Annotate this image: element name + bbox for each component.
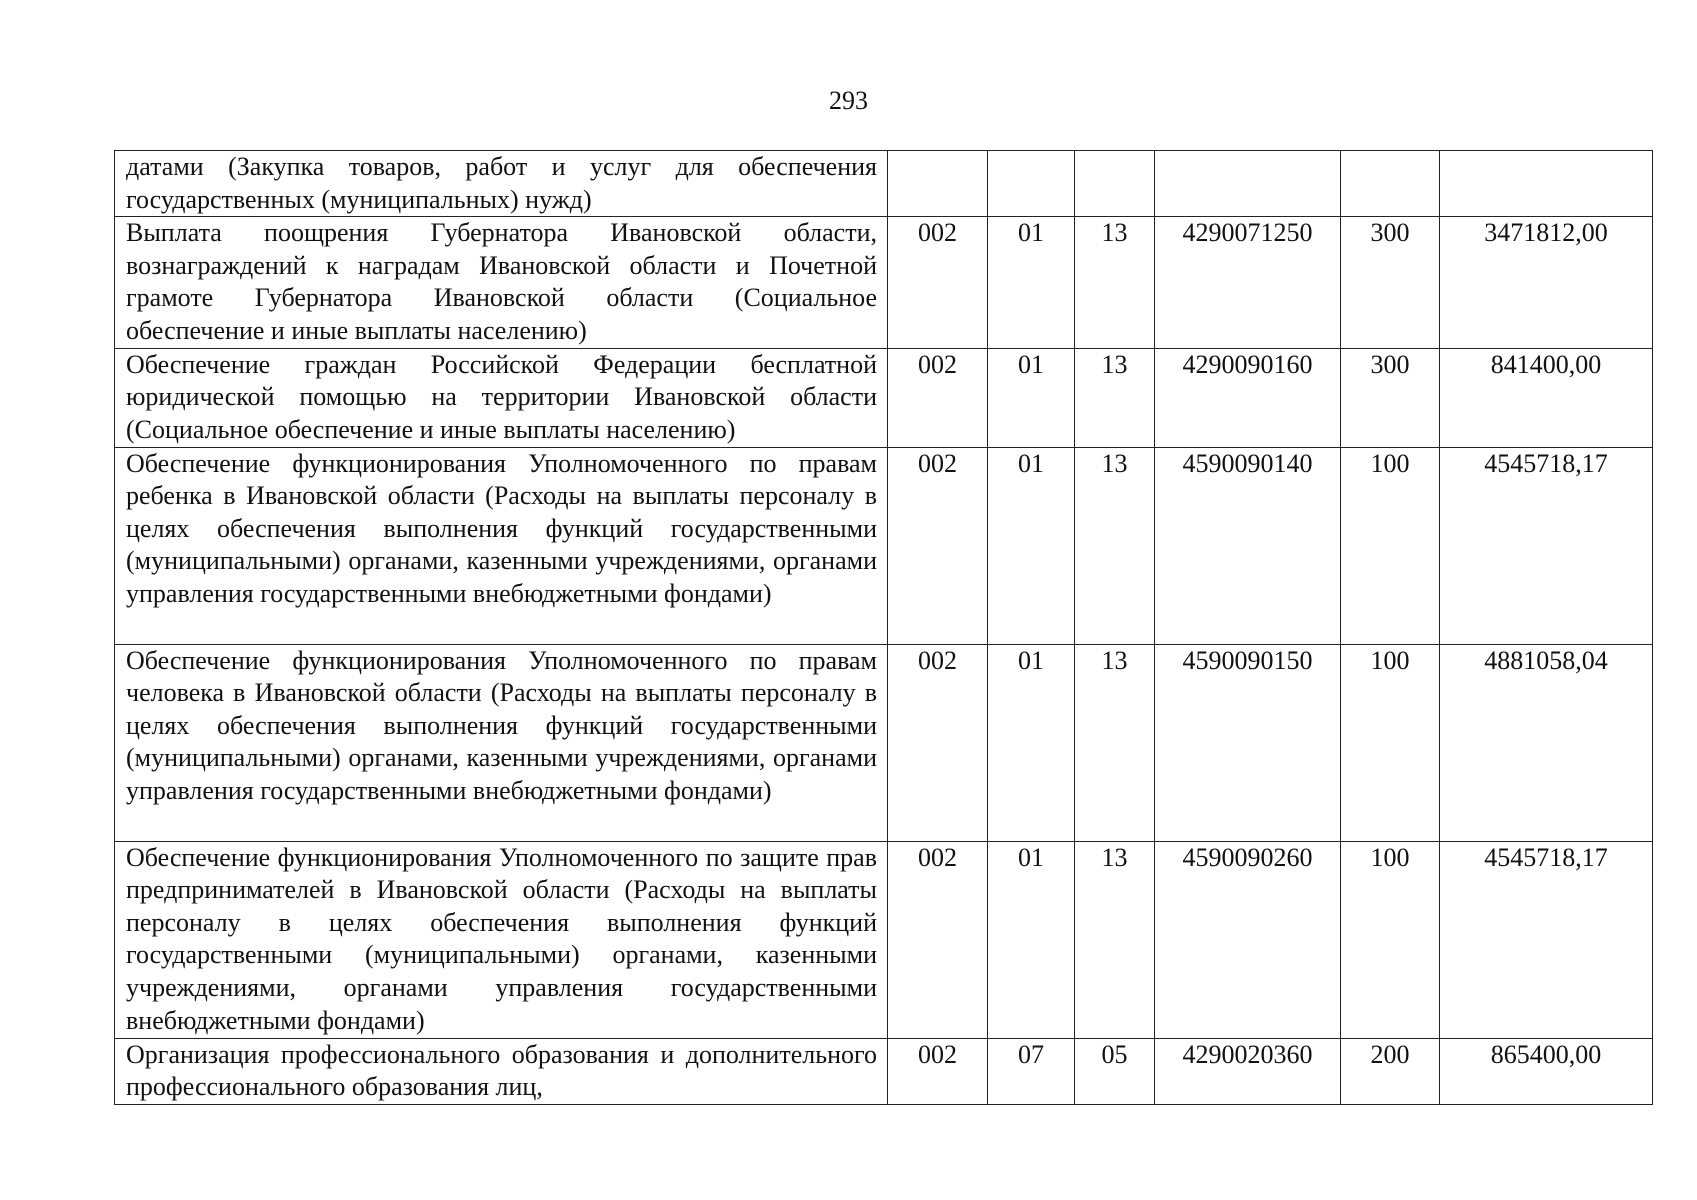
expense-description: Обеспечение функционирования Уполномоченного по правам ребенка в Ивановской области (Расходы на выплаты персоналу в целях обеспечения выполнения функций государственными (муниципальными) органами, казенными учреждениями, органами управления государственными внебюджетными фондами)	[115, 447, 888, 644]
subsection-code: 13	[1075, 217, 1155, 348]
amount: 841400,00	[1440, 348, 1653, 447]
subsection-code: 13	[1075, 447, 1155, 644]
section-code: 01	[988, 447, 1075, 644]
table-row	[115, 151, 1653, 217]
subsection-code: 05	[1075, 1038, 1155, 1104]
expense-type-code: 100	[1341, 447, 1440, 644]
subsection-code: 13	[1075, 644, 1155, 841]
expense-description: Обеспечение функционирования Уполномоченного по защите прав предпринимателей в Ивановской области (Расходы на выплаты персоналу в целях обеспечения выполнения функций государственными (муниципальными) органами, казенными учреждениями, органами управления государственными внебюджетными фондами)	[115, 841, 888, 1038]
ministry-code: 002	[888, 348, 988, 447]
target-article-code: 4590090150	[1155, 644, 1341, 841]
table-row	[115, 217, 1653, 348]
subsection-code	[1075, 151, 1155, 217]
target-article-code: 4590090260	[1155, 841, 1341, 1038]
subsection-code: 13	[1075, 348, 1155, 447]
section-code	[988, 151, 1075, 217]
expense-type-code: 200	[1341, 1038, 1440, 1104]
expense-description: Выплата поощрения Губернатора Ивановской области, вознаграждений к наградам Ивановской области и Почетной грамоте Губернатора Ивановской области (Социальное обеспечение и иные выплаты населению)	[115, 217, 888, 348]
ministry-code	[888, 151, 988, 217]
table-row	[115, 447, 1653, 644]
target-article-code: 4290090160	[1155, 348, 1341, 447]
ministry-code: 002	[888, 841, 988, 1038]
subsection-code: 13	[1075, 841, 1155, 1038]
table-row	[115, 644, 1653, 841]
ministry-code: 002	[888, 644, 988, 841]
amount: 4545718,17	[1440, 841, 1653, 1038]
expense-description: Обеспечение функционирования Уполномоченного по правам человека в Ивановской области (Расходы на выплаты персоналу в целях обеспечения выполнения функций государственными (муниципальными) органами, казенными учреждениями, органами управления государственными внебюджетными фондами)	[115, 644, 888, 841]
budget-table	[114, 150, 1653, 1105]
expense-type-code: 100	[1341, 644, 1440, 841]
expense-type-code: 300	[1341, 217, 1440, 348]
section-code: 01	[988, 644, 1075, 841]
expense-description: Организация профессионального образования и дополнительного профессионального образования лиц,	[115, 1038, 888, 1104]
section-code: 01	[988, 348, 1075, 447]
ministry-code: 002	[888, 1038, 988, 1104]
table-row	[115, 841, 1653, 1038]
amount	[1440, 151, 1653, 217]
expense-type-code: 300	[1341, 348, 1440, 447]
table-row	[115, 348, 1653, 447]
target-article-code: 4590090140	[1155, 447, 1341, 644]
ministry-code: 002	[888, 217, 988, 348]
target-article-code	[1155, 151, 1341, 217]
expense-description: Обеспечение граждан Российской Федерации бесплатной юридической помощью на территории Ивановской области (Социальное обеспечение и иные выплаты населению)	[115, 348, 888, 447]
section-code: 01	[988, 841, 1075, 1038]
amount: 865400,00	[1440, 1038, 1653, 1104]
amount: 4545718,17	[1440, 447, 1653, 644]
target-article-code: 4290020360	[1155, 1038, 1341, 1104]
ministry-code: 002	[888, 447, 988, 644]
expense-type-code	[1341, 151, 1440, 217]
amount: 3471812,00	[1440, 217, 1653, 348]
target-article-code: 4290071250	[1155, 217, 1341, 348]
expense-description: датами (Закупка товаров, работ и услуг для обеспечения государственных (муниципальных) нужд)	[115, 151, 888, 217]
section-code: 01	[988, 217, 1075, 348]
expense-type-code: 100	[1341, 841, 1440, 1038]
amount: 4881058,04	[1440, 644, 1653, 841]
section-code: 07	[988, 1038, 1075, 1104]
page-number: 293	[829, 86, 868, 115]
table-row	[115, 1038, 1653, 1104]
